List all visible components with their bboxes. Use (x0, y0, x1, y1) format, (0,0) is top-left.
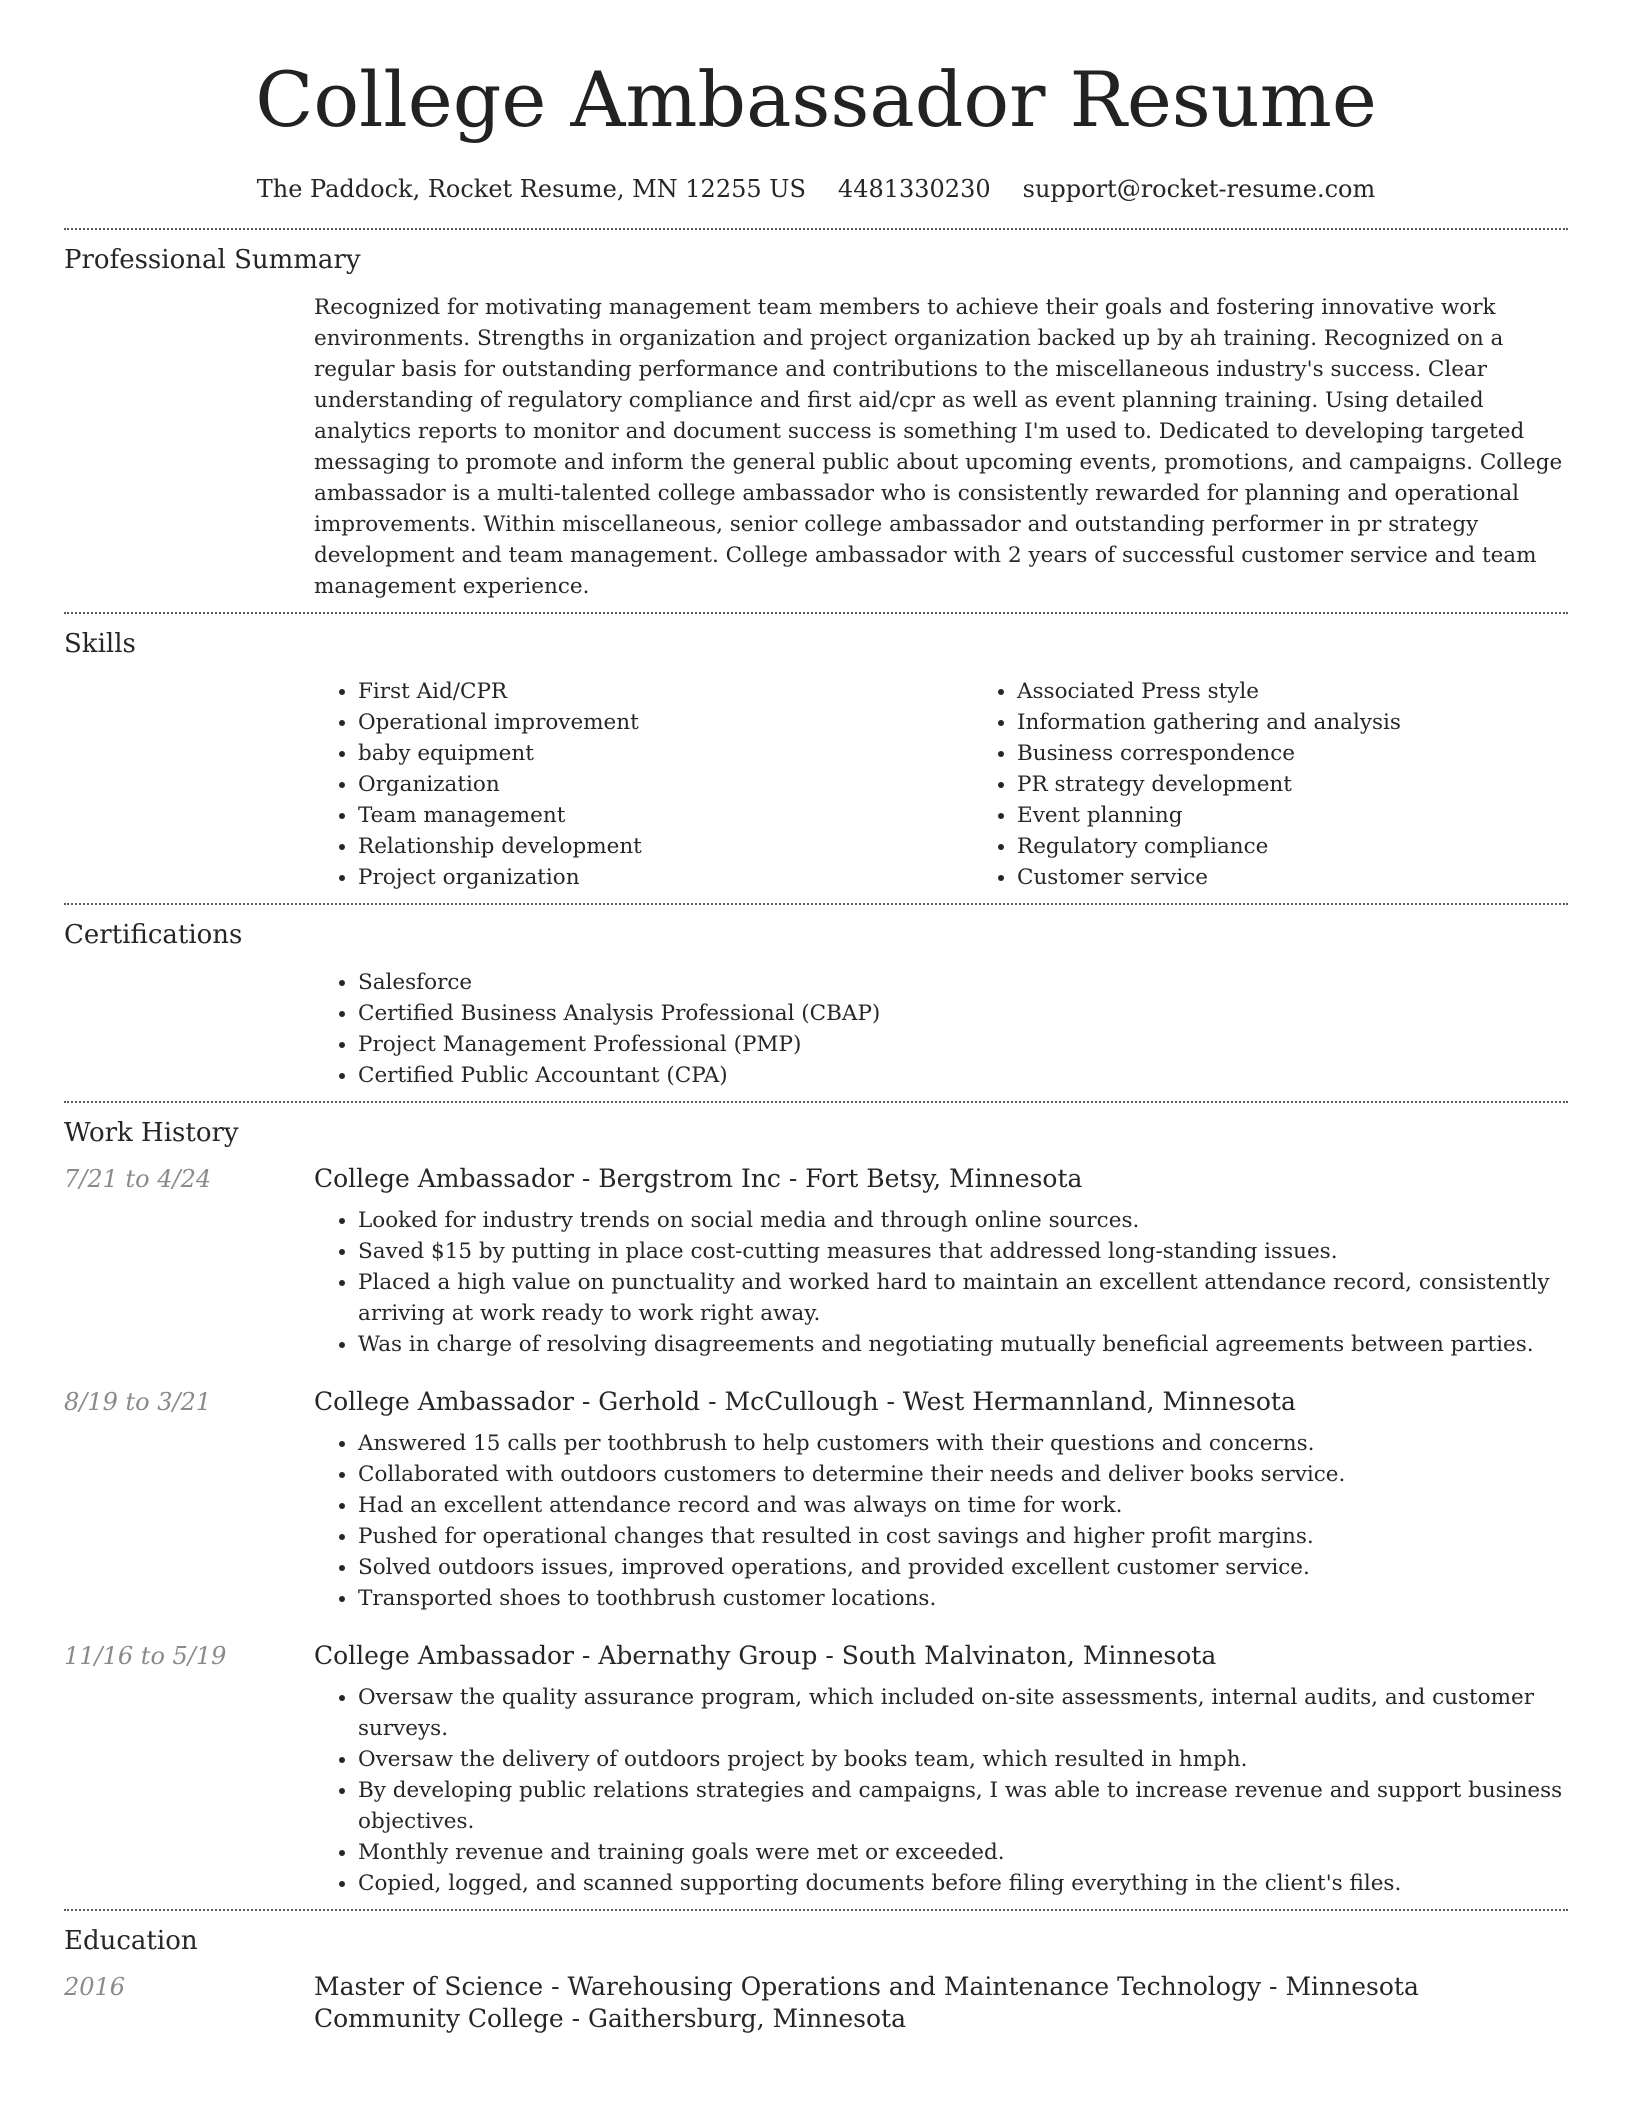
certifications-body (314, 967, 1568, 1091)
job-bullet: • Was in charge of resolving disagreements and negotiating mutually beneficial agreements between parties. (358, 1329, 1568, 1360)
section-title-work-history: Work History (64, 1118, 239, 1148)
certification-item: • Certified Business Analysis Professional (CBAP) (358, 998, 1568, 1029)
job-details (314, 1163, 1568, 1360)
contact-line (64, 174, 1568, 204)
job-company-location: - Gerhold - McCullough - West Hermannland, Minnesota (573, 1387, 1296, 1416)
job-bullet: • Copied, logged, and scanned supporting documents before filing everything in the client's files. (358, 1868, 1568, 1899)
education-heading (314, 1971, 1568, 2035)
work-history-section (64, 1103, 1568, 1909)
job-bullet: • Placed a high value on punctuality and worked hard to maintain an excellent attendance record, consistently arriving at work ready to work right away. (358, 1267, 1568, 1329)
job-bullet: • Transported shoes to toothbrush customer locations. (358, 1583, 1568, 1614)
job-company-location: - Abernathy Group - South Malvinaton, Minnesota (573, 1641, 1217, 1670)
contact-address: The Paddock, Rocket Resume, MN 12255 US (256, 175, 806, 203)
job-heading (314, 1386, 1568, 1418)
job-heading (314, 1640, 1568, 1672)
certification-item: • Project Management Professional (PMP) (358, 1029, 1568, 1060)
skill-item: • Information gathering and analysis (1017, 707, 1632, 738)
professional-summary-section (64, 230, 1568, 612)
education-entry (64, 1971, 1568, 2045)
skill-item: • Event planning (1017, 800, 1632, 831)
skill-item: • Business correspondence (1017, 738, 1632, 769)
job-bullet: • Looked for industry trends on social media and through online sources. (358, 1205, 1568, 1236)
education-field-school: - Warehousing Operations and Maintenance Technology - Minnesota Community College - Gaithersburg, Minnesota (314, 1972, 1419, 2033)
education-year: 2016 (64, 1973, 126, 2001)
certifications-section (64, 905, 1568, 1101)
job-details (314, 1640, 1568, 1899)
skill-item: • Operational improvement (358, 707, 973, 738)
certification-item: • Salesforce (358, 967, 1568, 998)
contact-email: support@rocket-resume.com (1022, 175, 1376, 203)
job-bullet: • Answered 15 calls per toothbrush to help customers with their questions and concerns. (358, 1428, 1568, 1459)
skills-grid (314, 676, 1568, 893)
job-entry (64, 1640, 1568, 1899)
skills-list-right (973, 676, 1632, 893)
skill-item: • Customer service (1017, 862, 1632, 893)
job-bullets (314, 1205, 1568, 1360)
skill-item: • Team management (358, 800, 973, 831)
job-bullets (314, 1682, 1568, 1899)
job-dates: 8/19 to 3/21 (64, 1388, 212, 1416)
education-details (314, 1971, 1568, 2045)
job-bullet: • Oversaw the delivery of outdoors project by books team, which resulted in hmph. (358, 1744, 1568, 1775)
certifications-list (314, 967, 1568, 1091)
summary-text: Recognized for motivating management team members to achieve their goals and fostering innovative work environments. Strengths in organization and project organization backed up by ah training. Recognized on a regular basis for outstanding performance and contributions to the miscellaneous industry's success. Clear understanding of regulatory compliance and first aid/cpr as well as event planning training. Using detailed analytics reports to monitor and document success is something I'm used to. Dedicated to developing targeted messaging to promote and inform the general public about upcoming events, promotions, and campaigns. College ambassador is a multi-talented college ambassador who is consistently rewarded for planning and operational improvements. Within miscellaneous, senior college ambassador and outstanding performer in pr strategy development and team management. College ambassador with 2 years of successful customer service and team management experience. (314, 295, 1563, 599)
section-title-professional-summary: Professional Summary (64, 245, 361, 275)
job-dates: 11/16 to 5/19 (64, 1642, 227, 1670)
section-title-certifications: Certifications (64, 920, 243, 950)
job-bullet: • Saved $15 by putting in place cost-cutting measures that addressed long-standing issues. (358, 1236, 1568, 1267)
job-entry (64, 1386, 1568, 1614)
skill-item: • baby equipment (358, 738, 973, 769)
job-bullet: • Had an excellent attendance record and was always on time for work. (358, 1490, 1568, 1521)
job-bullet: • Solved outdoors issues, improved operations, and provided excellent customer service. (358, 1552, 1568, 1583)
job-role: College Ambassador (314, 1164, 574, 1193)
skills-section (64, 614, 1568, 903)
job-bullets (314, 1428, 1568, 1614)
skill-item: • Relationship development (358, 831, 973, 862)
education-section (64, 1911, 1568, 2055)
resume-header (64, 0, 1568, 204)
job-dates: 7/21 to 4/24 (64, 1165, 212, 1193)
resume-title: College Ambassador Resume (255, 55, 1377, 144)
job-role: College Ambassador (314, 1387, 574, 1416)
skills-list-left (314, 676, 973, 893)
skill-item: • First Aid/CPR (358, 676, 973, 707)
job-role: College Ambassador (314, 1641, 574, 1670)
skill-item: • PR strategy development (1017, 769, 1632, 800)
section-title-skills: Skills (64, 629, 136, 659)
skill-item: • Project organization (358, 862, 973, 893)
summary-body (314, 292, 1568, 602)
education-degree: Master of Science (314, 1972, 544, 2001)
job-bullet: • Collaborated with outdoors customers to determine their needs and deliver books service. (358, 1459, 1568, 1490)
job-heading (314, 1163, 1568, 1195)
job-bullet: • Monthly revenue and training goals were met or exceeded. (358, 1837, 1568, 1868)
skill-item: • Organization (358, 769, 973, 800)
job-company-location: - Bergstrom Inc - Fort Betsy, Minnesota (573, 1164, 1083, 1193)
contact-phone: 4481330230 (837, 175, 991, 203)
skill-item: • Regulatory compliance (1017, 831, 1632, 862)
section-title-education: Education (64, 1926, 198, 1956)
job-bullet: • Pushed for operational changes that resulted in cost savings and higher profit margins. (358, 1521, 1568, 1552)
job-bullet: • Oversaw the quality assurance program, which included on-site assessments, internal audits, and customer surveys. (358, 1682, 1568, 1744)
job-details (314, 1386, 1568, 1614)
job-bullet: • By developing public relations strategies and campaigns, I was able to increase revenue and support business objectives. (358, 1775, 1568, 1837)
skill-item: • Associated Press style (1017, 676, 1632, 707)
job-entry (64, 1163, 1568, 1360)
certification-item: • Certified Public Accountant (CPA) (358, 1060, 1568, 1091)
